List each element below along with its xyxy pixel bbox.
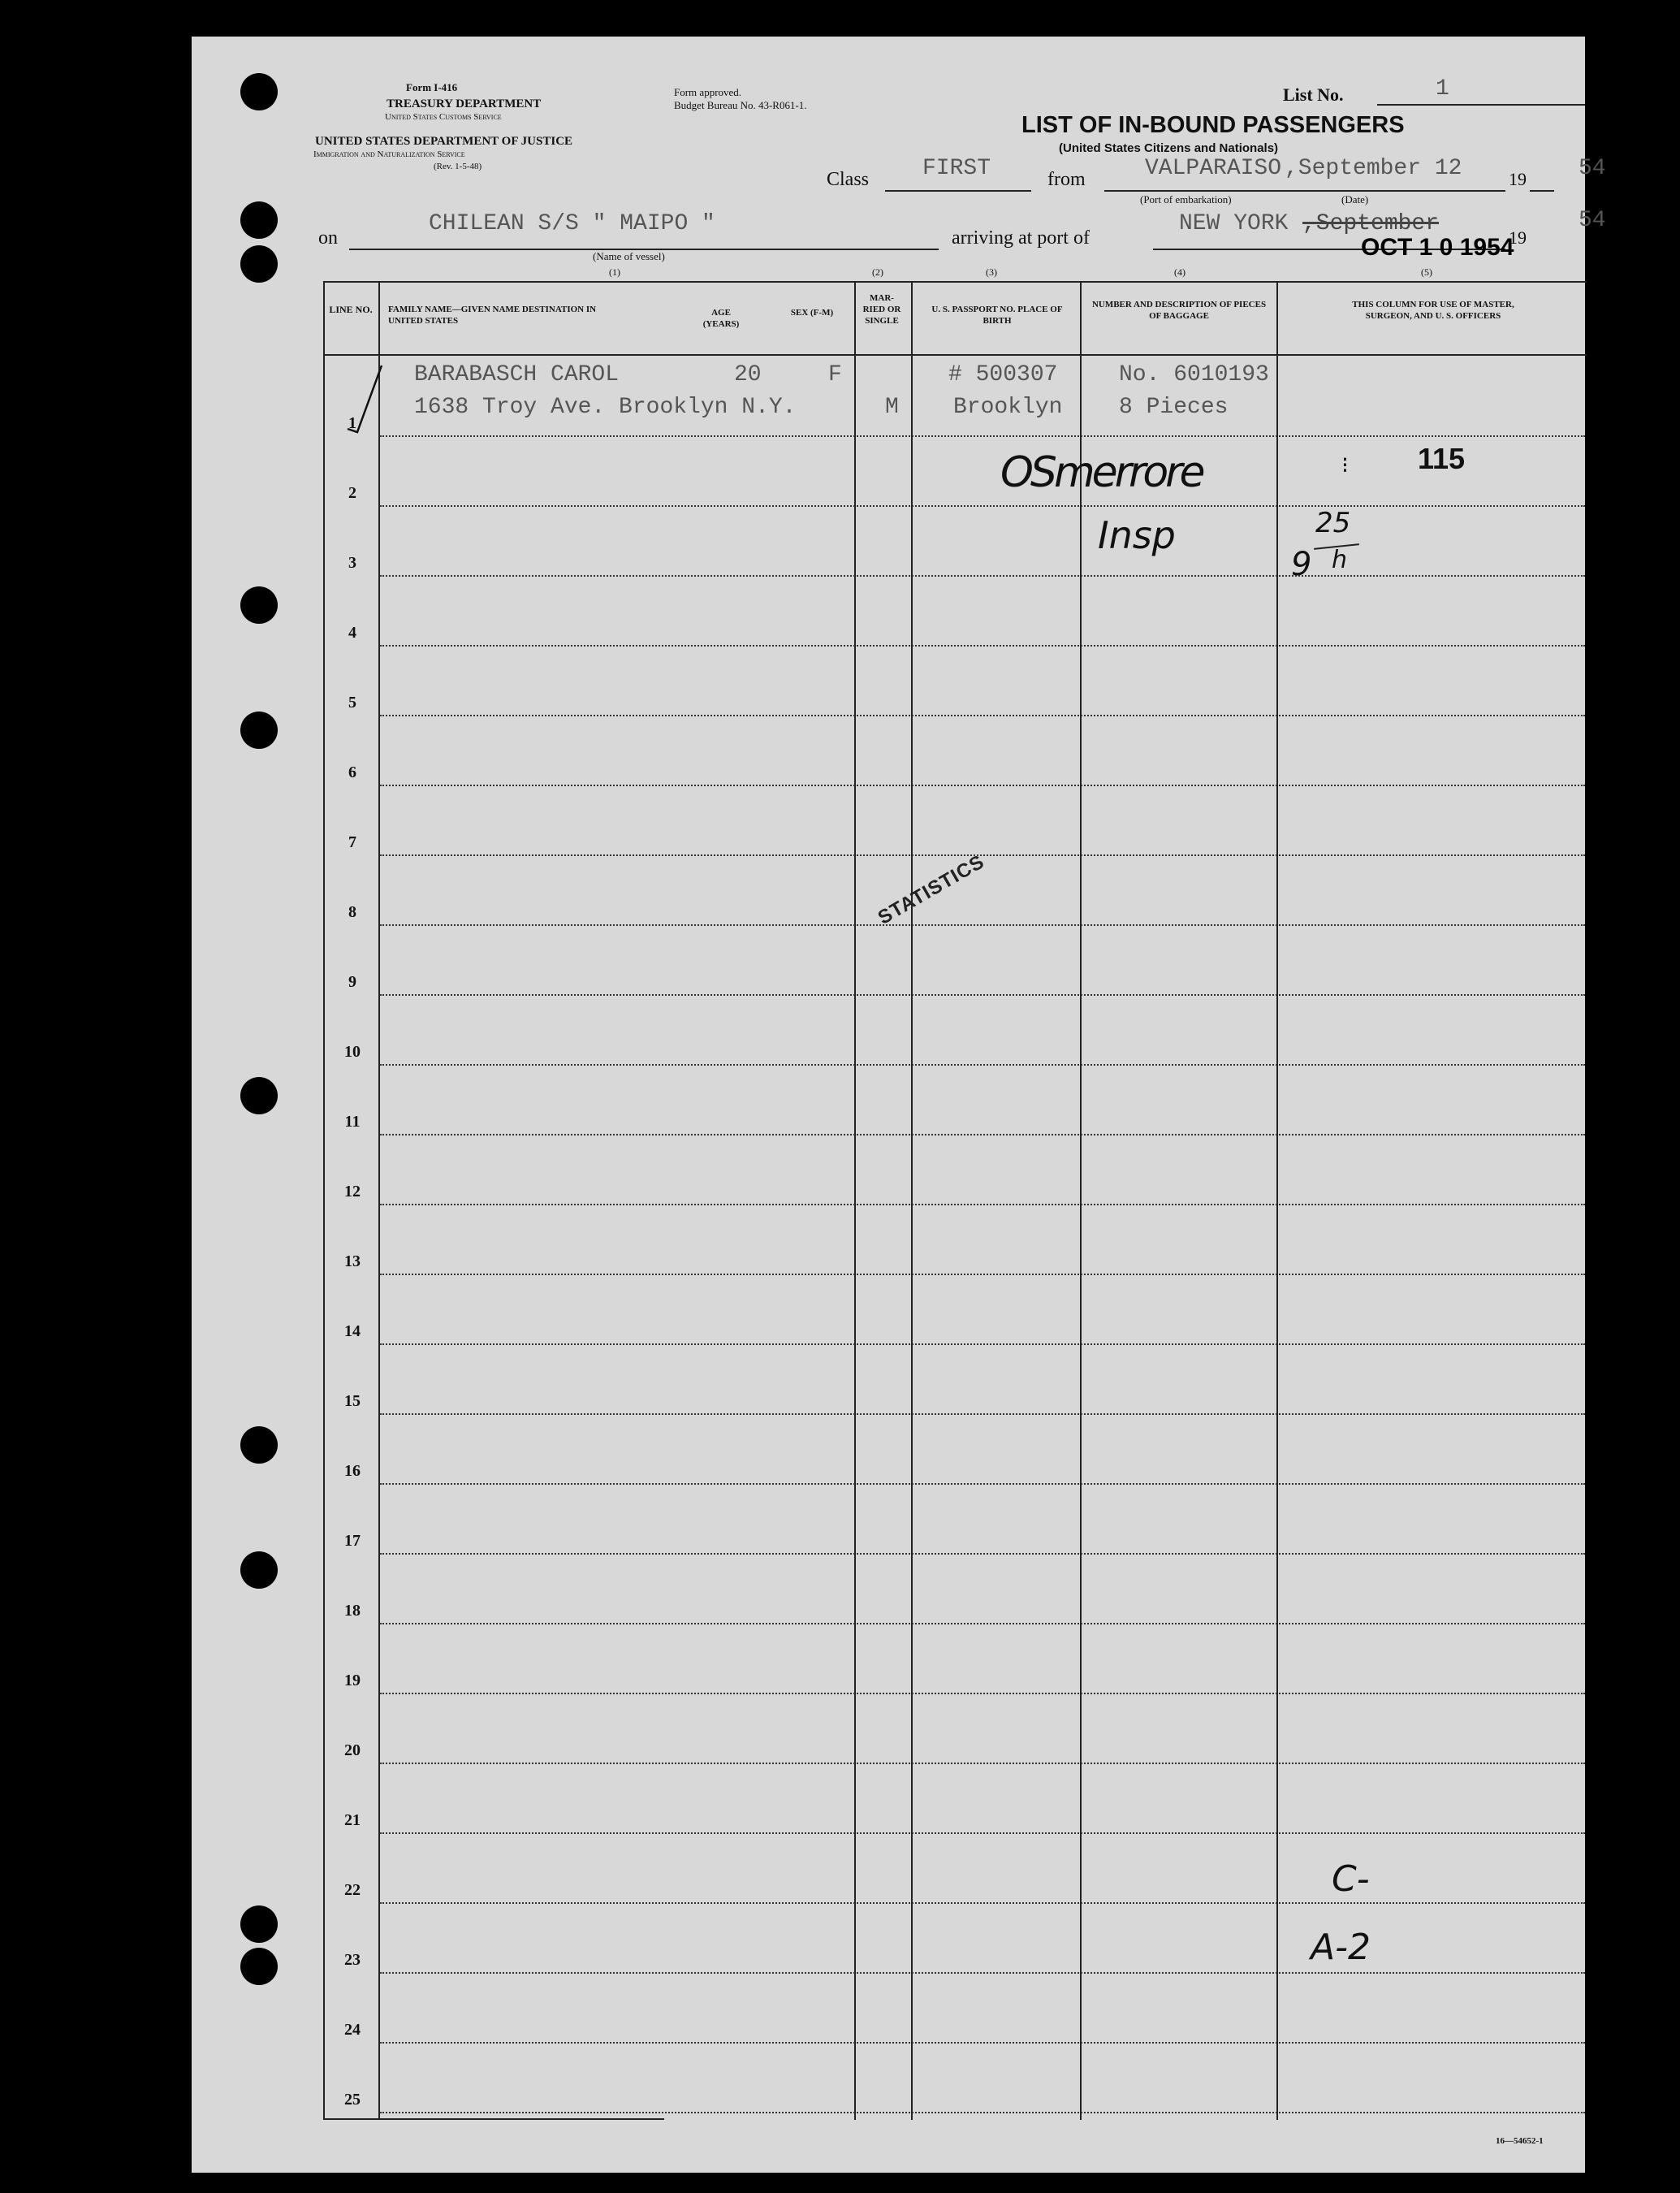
line-number: 8 <box>348 903 356 921</box>
header-sex: SEX (F-M) <box>790 308 834 318</box>
arrival-year: 54 <box>1579 208 1606 233</box>
inspector-signature: OSmerrore <box>1000 448 1203 497</box>
on-label: on <box>318 227 338 249</box>
punch-hole <box>240 73 278 110</box>
department-of-justice: UNITED STATES DEPARTMENT OF JUSTICE <box>315 135 573 148</box>
table-left-border <box>323 281 325 2120</box>
arriving-label: arriving at port of <box>952 227 1090 249</box>
row-divider <box>380 1064 1585 1066</box>
line-number: 9 <box>348 973 356 991</box>
list-no-line <box>1377 104 1585 106</box>
line-number: 24 <box>344 2021 361 2039</box>
passenger-address: 1638 Troy Ave. Brooklyn N.Y. <box>414 395 797 420</box>
nine-note: 9 <box>1291 546 1312 583</box>
row-divider <box>380 1274 1585 1275</box>
row-divider <box>380 1134 1585 1135</box>
row-divider <box>380 1902 1585 1904</box>
col-num-1: (1) <box>609 266 620 278</box>
port-embark-caption: (Port of embarkation) <box>1140 193 1232 205</box>
list-no-value: 1 <box>1436 76 1449 102</box>
fraction-top: 25 <box>1315 507 1351 539</box>
row-divider <box>380 1553 1585 1555</box>
table-header-border <box>323 354 1587 356</box>
date-caption: (Date) <box>1341 193 1369 205</box>
from-label: from <box>1047 169 1086 190</box>
embark-date: ,September 12 <box>1285 156 1462 181</box>
row-divider <box>380 645 1585 647</box>
passport-number: # 500307 <box>948 362 1058 387</box>
header-officers: THIS COLUMN FOR USE OF MASTER, SURGEON, AND U. S. OFFICERS <box>1352 300 1514 321</box>
row-divider <box>380 994 1585 996</box>
row-divider <box>380 1343 1585 1345</box>
punch-hole <box>240 712 278 749</box>
header-baggage: NUMBER AND DESCRIPTION OF PIECES OF BAGGAGE <box>1091 300 1267 321</box>
row-divider <box>380 435 1585 437</box>
line-number: 18 <box>344 1602 361 1620</box>
line-number: 6 <box>348 763 356 781</box>
line-number: 20 <box>344 1741 361 1759</box>
form-number: Form I-416 <box>406 81 458 93</box>
row-divider <box>380 854 1585 856</box>
line-number: 5 <box>348 694 356 712</box>
year-prefix-2: 19 <box>1509 227 1527 248</box>
from-line <box>1104 190 1505 192</box>
col-num-4: (4) <box>1174 266 1186 278</box>
treasury-department: TREASURY DEPARTMENT <box>387 97 542 110</box>
header-name: FAMILY NAME—GIVEN NAME DESTINATION IN UNITED STATES <box>388 305 597 326</box>
passenger-married: M <box>885 395 899 420</box>
list-no-label: List No. <box>1283 84 1344 105</box>
punch-hole <box>240 1905 278 1943</box>
header-married: MAR- RIED OR SINGLE <box>862 293 901 326</box>
punch-hole <box>240 201 278 239</box>
col-num-3: (3) <box>986 266 997 278</box>
line-number: 2 <box>348 484 356 502</box>
check-mark-icon <box>338 357 387 439</box>
line-number: 4 <box>348 624 356 642</box>
header-age: AGE (YEARS) <box>702 308 740 329</box>
arrival-port: NEW YORK <box>1179 211 1289 236</box>
year-line-1 <box>1530 190 1554 192</box>
insp-note: Insp <box>1098 513 1176 557</box>
vessel-caption: (Name of vessel) <box>593 250 665 262</box>
baggage-number: No. 6010193 <box>1119 362 1269 387</box>
row-divider <box>380 715 1585 716</box>
punch-hole <box>240 1551 278 1589</box>
line-number: 13 <box>344 1252 361 1270</box>
punch-hole <box>240 1948 278 1985</box>
line-number: 14 <box>344 1322 361 1340</box>
fraction-bottom: h <box>1332 546 1348 574</box>
header-passport: U. S. PASSPORT NO. PLACE OF BIRTH <box>931 305 1063 326</box>
line-number: 22 <box>344 1881 361 1899</box>
col-num-2: (2) <box>872 266 883 278</box>
line-number: 12 <box>344 1183 361 1200</box>
line-number: 11 <box>344 1113 361 1131</box>
passenger-name: BARABASCH CAROL <box>414 362 620 387</box>
row-divider <box>380 1972 1585 1974</box>
table-top-border <box>323 281 1587 283</box>
row-divider <box>380 1413 1585 1415</box>
row-divider <box>380 2042 1585 2044</box>
row-divider <box>380 1483 1585 1485</box>
table-bottom-border <box>323 2118 664 2120</box>
row-divider <box>380 785 1585 786</box>
form-code: 16—54652-1 <box>1496 2136 1544 2146</box>
arrival-struck: ,September <box>1302 211 1440 236</box>
row-divider <box>380 1763 1585 1764</box>
header-line-no: LINE NO. <box>329 304 373 315</box>
form-paper <box>192 37 1585 2173</box>
line-number: 10 <box>344 1043 361 1061</box>
col-divider-married <box>911 281 913 2120</box>
punch-hole <box>240 586 278 624</box>
line-number: 3 <box>348 554 356 572</box>
row-divider <box>380 2112 1585 2113</box>
budget-bureau: Budget Bureau No. 43-R061-1. <box>674 99 807 111</box>
line-number: 19 <box>344 1672 361 1689</box>
customs-service: United States Customs Service <box>385 112 502 122</box>
vessel-name: CHILEAN S/S " MAIPO " <box>429 211 715 236</box>
page-subtitle: (United States Citizens and Nationals) <box>1059 141 1279 155</box>
line-number: 16 <box>344 1462 361 1480</box>
baggage-pieces: 8 Pieces <box>1119 395 1229 420</box>
arrival-date-stamp: OCT 1 0 1954 <box>1361 234 1514 261</box>
col-divider-name <box>854 281 856 2120</box>
row-divider <box>380 575 1585 577</box>
row-divider <box>380 924 1585 926</box>
officer-number-115: 115 <box>1418 442 1466 475</box>
ins-service: Immigration and Naturalization Service <box>313 149 465 159</box>
year-prefix-1: 19 <box>1509 169 1527 189</box>
line-number: 7 <box>348 833 356 851</box>
a2-mark: A-2 <box>1311 1927 1371 1968</box>
place-of-birth: Brooklyn <box>953 395 1063 420</box>
page-title: LIST OF IN-BOUND PASSENGERS <box>1021 112 1405 138</box>
row-divider <box>380 1693 1585 1694</box>
line-number: 15 <box>344 1392 361 1410</box>
line-number: 1 <box>348 414 356 432</box>
punch-hole <box>240 1426 278 1464</box>
row-divider <box>380 505 1585 507</box>
col-num-5: (5) <box>1421 266 1432 278</box>
col-divider-line <box>378 281 380 2120</box>
from-value: VALPARAISO <box>1145 156 1282 181</box>
class-value: FIRST <box>922 156 991 181</box>
punch-hole <box>240 1077 278 1114</box>
class-label: Class <box>827 169 870 190</box>
row-divider <box>380 1623 1585 1624</box>
statistics-stamp: STATISTICS <box>874 850 989 929</box>
line-number: 21 <box>344 1811 361 1829</box>
row-divider <box>380 1832 1585 1834</box>
embark-year: 54 <box>1579 156 1606 181</box>
revision: (Rev. 1-5-48) <box>434 162 482 171</box>
line-number: 17 <box>344 1532 361 1550</box>
row-divider <box>380 1204 1585 1205</box>
tick-mark: ⁝ <box>1341 453 1349 478</box>
col-divider-passport <box>1080 281 1082 2120</box>
col-divider-baggage <box>1276 281 1278 2120</box>
line-number: 25 <box>344 2091 361 2109</box>
line-number: 23 <box>344 1951 361 1969</box>
passenger-age: 20 <box>734 362 762 387</box>
passenger-sex: F <box>828 362 842 387</box>
class-line <box>885 190 1031 192</box>
form-approved: Form approved. <box>674 86 742 98</box>
punch-hole <box>240 245 278 283</box>
c-mark: C- <box>1332 1858 1370 1900</box>
